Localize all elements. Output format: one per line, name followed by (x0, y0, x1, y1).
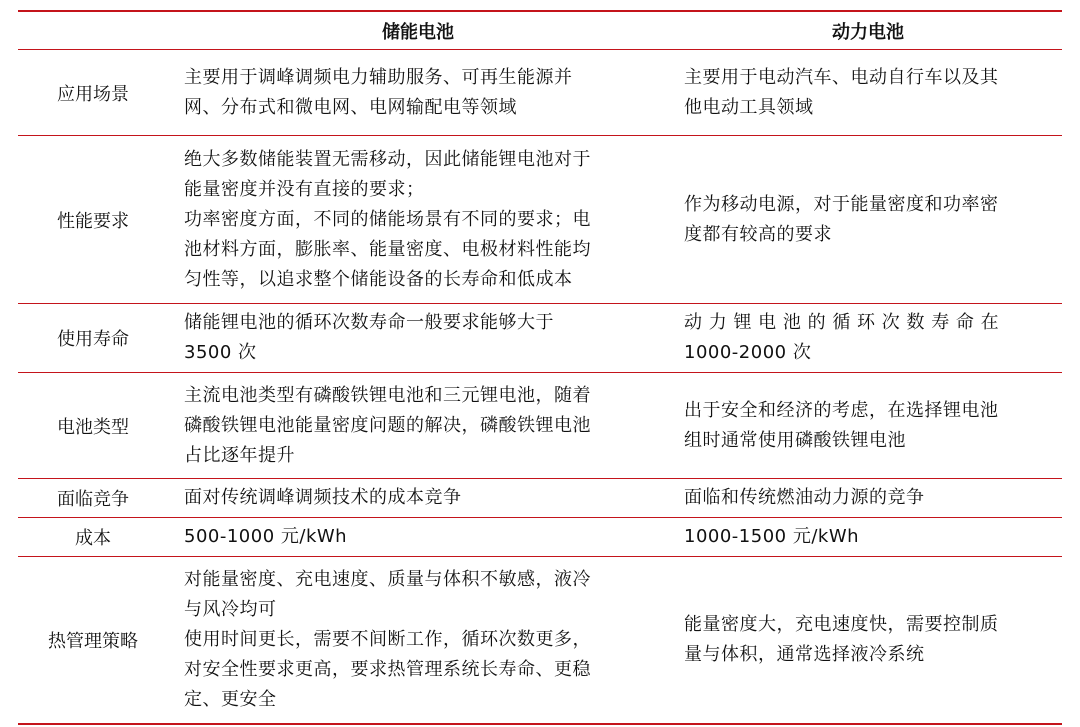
cell-text-line: 量与体积，通常选择液冷系统 (684, 644, 925, 665)
power-battery-cell (668, 50, 1062, 135)
cell-text-line: 绝大多数储能装置无需移动，因此储能锂电池对于 (184, 148, 591, 170)
cell-text-line: 主要用于调峰调频电力辅助服务、可再生能源并 (184, 66, 573, 88)
storage-battery-cell (168, 373, 668, 478)
cell-text-line: 对能量密度、充电速度、质量与体积不敏感，液冷 (184, 569, 591, 590)
cell-text-line: 与风冷均可 (184, 599, 277, 620)
cell-text-line: 他电动工具领域 (684, 96, 814, 118)
cell-text-line: 主流电池类型有磷酸铁锂电池和三元锂电池，随着 (184, 384, 591, 406)
cell-text-line: 动 力 锂 电 池 的 循 环 次 数 寿 命 在 (684, 312, 1000, 333)
cell-text-line: 3500 次 (184, 342, 257, 363)
cell-text-line: 能量密度大，充电速度快，需要控制质 (684, 614, 999, 635)
table-row (18, 518, 1062, 557)
row-label: 应用场景 (57, 83, 129, 105)
table-row (18, 373, 1062, 479)
cell-text-line: 对安全性要求更高，要求热管理系统长寿命、更稳 (184, 659, 591, 680)
row-label: 使用寿命 (57, 329, 129, 350)
power-battery-cell (668, 136, 1062, 303)
cell-text-line: 储能锂电池的循环次数寿命一般要求能够大于 (184, 312, 554, 333)
cell-text-line: 占比逐年提升 (184, 444, 295, 466)
cell-text-line: 使用时间更长，需要不间断工作，循环次数更多， (184, 629, 591, 650)
table-row (18, 304, 1062, 373)
header-storage-battery: 储能电池 (382, 21, 454, 43)
power-battery-cell (668, 557, 1062, 723)
cell-text-line: 池材料方面，膨胀率、能量密度、电极材料性能均 (184, 238, 591, 260)
storage-battery-cell (168, 557, 668, 723)
comparison-table (18, 10, 1062, 725)
cell-text-line: 作为移动电源，对于能量密度和功率密 (684, 193, 999, 215)
row-label: 热管理策略 (48, 631, 138, 652)
table-header-row (18, 10, 1062, 50)
cell-text-line: 能量密度并没有直接的要求； (184, 178, 425, 200)
cell-text-line: 面临和传统燃油动力源的竞争 (684, 487, 925, 508)
cell-text-line: 组时通常使用磷酸铁锂电池 (684, 429, 906, 451)
cell-text-line: 匀性等，以追求整个储能设备的长寿命和低成本 (184, 268, 573, 290)
cell-text-line: 度都有较高的要求 (684, 223, 832, 245)
table-row (18, 557, 1062, 725)
row-label: 成本 (75, 528, 111, 549)
table-row (18, 136, 1062, 304)
row-label: 电池类型 (57, 416, 129, 438)
cell-text-line: 定、更安全 (184, 689, 277, 710)
table-row (18, 479, 1062, 518)
power-battery-cell (668, 304, 1062, 372)
power-battery-cell (668, 373, 1062, 478)
cell-text-line: 面对传统调峰调频技术的成本竞争 (184, 487, 462, 508)
cell-text-line: 网、分布式和微电网、电网输配电等领域 (184, 96, 517, 118)
table-row (18, 50, 1062, 136)
power-battery-cell (668, 479, 1062, 517)
cell-text-line: 磷酸铁锂电池能量密度问题的解决，磷酸铁锂电池 (184, 414, 591, 436)
cell-text-line: 功率密度方面，不同的储能场景有不同的要求；电 (184, 208, 591, 230)
header-power-battery: 动力电池 (832, 21, 904, 43)
cell-text-line: 出于安全和经济的考虑，在选择锂电池 (684, 399, 999, 421)
cell-text-line: 1000-2000 次 (684, 342, 812, 363)
cell-text-line: 1000-1500 元/kWh (684, 526, 860, 547)
storage-battery-cell (168, 304, 668, 372)
storage-battery-cell (168, 479, 668, 517)
cell-text-line: 主要用于电动汽车、电动自行车以及其 (684, 66, 999, 88)
header-cell-empty (18, 12, 168, 49)
power-battery-cell (668, 518, 1062, 556)
cell-text-line: 500-1000 元/kWh (184, 526, 348, 547)
row-label: 面临竞争 (57, 489, 129, 510)
storage-battery-cell (168, 136, 668, 303)
row-label: 性能要求 (57, 210, 129, 232)
storage-battery-cell (168, 50, 668, 135)
storage-battery-cell (168, 518, 668, 556)
